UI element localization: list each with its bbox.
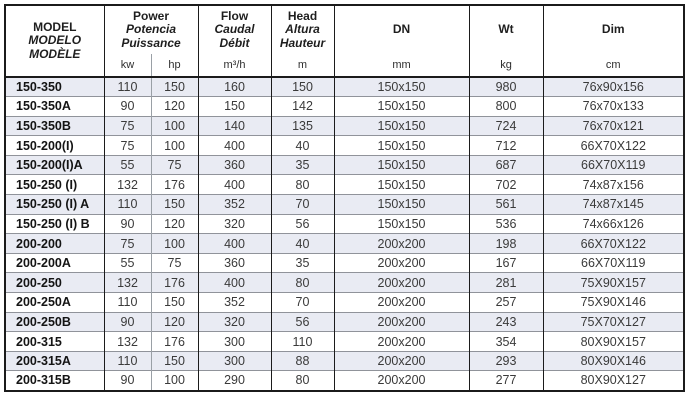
table-row [5, 234, 684, 254]
cell-kw: 90 [104, 312, 151, 332]
cell-model: 150-200(I) [5, 136, 104, 156]
table-row [5, 155, 684, 175]
cell-dim: 80X90X127 [580, 373, 646, 388]
cell-model: 150-350 [5, 77, 104, 97]
header-model-en: MODEL [33, 19, 77, 34]
col-header-model [5, 5, 104, 77]
cell-dim: 74x87x156 [582, 177, 644, 192]
header-model-es: MODELO [28, 33, 82, 48]
table-row [5, 214, 684, 234]
cell-head: 80 [271, 175, 334, 195]
unit-kw: kw [104, 54, 151, 77]
cell-head: 110 [271, 332, 334, 352]
cell-dim: 75X90X146 [580, 295, 646, 310]
cell-flow: 400 [198, 234, 271, 254]
cell-kw: 55 [104, 155, 151, 175]
cell-flow: 360 [198, 155, 271, 175]
cell-dim: 66X70X122 [580, 236, 646, 251]
cell-hp: 100 [151, 371, 198, 391]
cell-wt: 980 [469, 77, 543, 97]
cell-dn: 150x150 [334, 97, 469, 117]
header-wt-label: Wt [498, 22, 514, 37]
cell-flow: 300 [198, 351, 271, 371]
cell-head: 56 [271, 312, 334, 332]
cell-hp: 100 [151, 136, 198, 156]
header-flow-es: Caudal [214, 22, 255, 37]
cell-kw: 90 [104, 214, 151, 234]
cell-head: 88 [271, 351, 334, 371]
header-flow-en: Flow [220, 8, 249, 23]
cell-head: 70 [271, 195, 334, 215]
cell-model: 150-200(I)A [5, 155, 104, 175]
col-header-dn [334, 5, 469, 54]
header-power-es: Potencia [125, 22, 176, 37]
header-power-fr: Puissance [121, 35, 181, 50]
cell-dn: 150x150 [334, 77, 469, 97]
unit-dim: cm [605, 59, 621, 71]
cell-dn: 150x150 [334, 155, 469, 175]
cell-kw: 110 [104, 195, 151, 215]
cell-hp: 120 [151, 312, 198, 332]
cell-kw: 90 [104, 97, 151, 117]
table-row [5, 175, 684, 195]
cell-flow: 352 [198, 293, 271, 313]
cell-dn: 150x150 [334, 214, 469, 234]
header-power-en: Power [132, 8, 169, 23]
cell-dn: 200x200 [334, 332, 469, 352]
cell-model: 150-350B [5, 116, 104, 136]
cell-model: 150-250 (I) B [5, 214, 104, 234]
cell-model: 150-350A [5, 97, 104, 117]
table-row [5, 293, 684, 313]
cell-flow: 150 [198, 97, 271, 117]
cell-kw: 90 [104, 371, 151, 391]
header-model-fr: MODÈLE [29, 46, 81, 61]
cell-kw: 132 [104, 332, 151, 352]
cell-hp: 100 [151, 234, 198, 254]
cell-model: 200-200 [5, 234, 104, 254]
cell-hp: 75 [151, 155, 198, 175]
cell-dim: 75X90X157 [580, 275, 646, 290]
cell-wt: 800 [469, 97, 543, 117]
table-row [5, 116, 684, 136]
spec-table-body [5, 77, 684, 391]
cell-dn: 200x200 [334, 293, 469, 313]
cell-flow: 352 [198, 195, 271, 215]
table-row [5, 351, 684, 371]
cell-wt: 712 [469, 136, 543, 156]
cell-dim: 66X70X122 [580, 138, 646, 153]
header-head-en: Head [287, 8, 318, 23]
header-dim-label: Dim [601, 22, 625, 37]
cell-head: 70 [271, 293, 334, 313]
cell-flow: 290 [198, 371, 271, 391]
table-row [5, 273, 684, 293]
cell-flow: 400 [198, 175, 271, 195]
cell-head: 150 [271, 77, 334, 97]
header-dn-label: DN [392, 22, 411, 37]
cell-dim: 76x70x133 [582, 99, 644, 114]
cell-head: 80 [271, 371, 334, 391]
cell-hp: 100 [151, 116, 198, 136]
cell-dn: 200x200 [334, 312, 469, 332]
cell-dim: 80X90X146 [580, 354, 646, 369]
unit-wt: kg [469, 54, 543, 77]
cell-model: 200-315B [5, 371, 104, 391]
unit-head: m [271, 54, 334, 77]
cell-dim: 74x66x126 [582, 216, 644, 231]
cell-dn: 200x200 [334, 253, 469, 273]
col-header-dim [543, 5, 684, 54]
cell-model: 200-250B [5, 312, 104, 332]
cell-head: 40 [271, 136, 334, 156]
header-row-units [5, 54, 684, 77]
table-row [5, 312, 684, 332]
cell-wt: 293 [469, 351, 543, 371]
cell-kw: 75 [104, 116, 151, 136]
cell-kw: 132 [104, 273, 151, 293]
cell-hp: 120 [151, 214, 198, 234]
cell-hp: 176 [151, 273, 198, 293]
cell-hp: 150 [151, 77, 198, 97]
cell-wt: 687 [469, 155, 543, 175]
cell-head: 40 [271, 234, 334, 254]
unit-flow: m³/h [198, 54, 271, 77]
cell-model: 200-315A [5, 351, 104, 371]
cell-head: 80 [271, 273, 334, 293]
cell-kw: 110 [104, 351, 151, 371]
table-row [5, 332, 684, 352]
cell-model: 200-250 [5, 273, 104, 293]
cell-model: 200-200A [5, 253, 104, 273]
header-flow-fr: Débit [219, 35, 250, 50]
cell-dim: 74x87x145 [582, 197, 644, 212]
col-header-head [271, 5, 334, 54]
table-row [5, 371, 684, 391]
cell-dn: 200x200 [334, 371, 469, 391]
cell-wt: 277 [469, 371, 543, 391]
cell-flow: 400 [198, 273, 271, 293]
table-row [5, 97, 684, 117]
cell-kw: 75 [104, 136, 151, 156]
cell-model: 150-250 (I) [5, 175, 104, 195]
cell-hp: 120 [151, 97, 198, 117]
table-row [5, 77, 684, 97]
cell-head: 35 [271, 155, 334, 175]
cell-flow: 300 [198, 332, 271, 352]
cell-dn: 150x150 [334, 175, 469, 195]
cell-dn: 150x150 [334, 195, 469, 215]
cell-dim: 66X70X119 [581, 256, 646, 271]
cell-kw: 110 [104, 77, 151, 97]
table-row [5, 136, 684, 156]
col-header-power [104, 5, 198, 54]
cell-dn: 150x150 [334, 116, 469, 136]
cell-dim: 76x90x156 [582, 80, 644, 95]
unit-hp: hp [151, 54, 198, 77]
cell-wt: 724 [469, 116, 543, 136]
cell-head: 56 [271, 214, 334, 234]
cell-hp: 150 [151, 195, 198, 215]
cell-head: 35 [271, 253, 334, 273]
table-row [5, 253, 684, 273]
cell-kw: 55 [104, 253, 151, 273]
cell-head: 142 [271, 97, 334, 117]
cell-kw: 110 [104, 293, 151, 313]
cell-wt: 243 [469, 312, 543, 332]
cell-kw: 75 [104, 234, 151, 254]
cell-wt: 257 [469, 293, 543, 313]
cell-dim: 80X90X157 [580, 334, 646, 349]
cell-hp: 176 [151, 175, 198, 195]
cell-dn: 200x200 [334, 273, 469, 293]
table-header [5, 5, 684, 77]
col-header-flow [198, 5, 271, 54]
cell-hp: 150 [151, 351, 198, 371]
cell-flow: 140 [198, 116, 271, 136]
cell-dim: 66X70X119 [581, 158, 646, 173]
cell-wt: 536 [469, 214, 543, 234]
cell-flow: 360 [198, 253, 271, 273]
cell-wt: 354 [469, 332, 543, 352]
unit-dn: mm [334, 54, 469, 77]
header-head-fr: Hauteur [279, 35, 326, 50]
cell-hp: 150 [151, 293, 198, 313]
cell-head: 135 [271, 116, 334, 136]
cell-flow: 160 [198, 77, 271, 97]
cell-wt: 561 [469, 195, 543, 215]
cell-wt: 198 [469, 234, 543, 254]
cell-hp: 75 [151, 253, 198, 273]
header-row-labels [5, 5, 684, 54]
cell-model: 150-250 (I) A [5, 195, 104, 215]
cell-wt: 167 [469, 253, 543, 273]
cell-flow: 320 [198, 214, 271, 234]
col-header-wt [469, 5, 543, 54]
cell-hp: 176 [151, 332, 198, 352]
header-head-es: Altura [285, 22, 320, 37]
cell-model: 200-315 [5, 332, 104, 352]
cell-dim: 75X70X127 [580, 314, 646, 329]
cell-dim: 76x70x121 [582, 118, 644, 133]
cell-flow: 400 [198, 136, 271, 156]
cell-dn: 200x200 [334, 351, 469, 371]
cell-wt: 281 [469, 273, 543, 293]
pump-spec-table [4, 4, 685, 392]
cell-model: 200-250A [5, 293, 104, 313]
cell-wt: 702 [469, 175, 543, 195]
table-row [5, 195, 684, 215]
cell-dn: 200x200 [334, 234, 469, 254]
cell-dn: 150x150 [334, 136, 469, 156]
cell-flow: 320 [198, 312, 271, 332]
cell-kw: 132 [104, 175, 151, 195]
